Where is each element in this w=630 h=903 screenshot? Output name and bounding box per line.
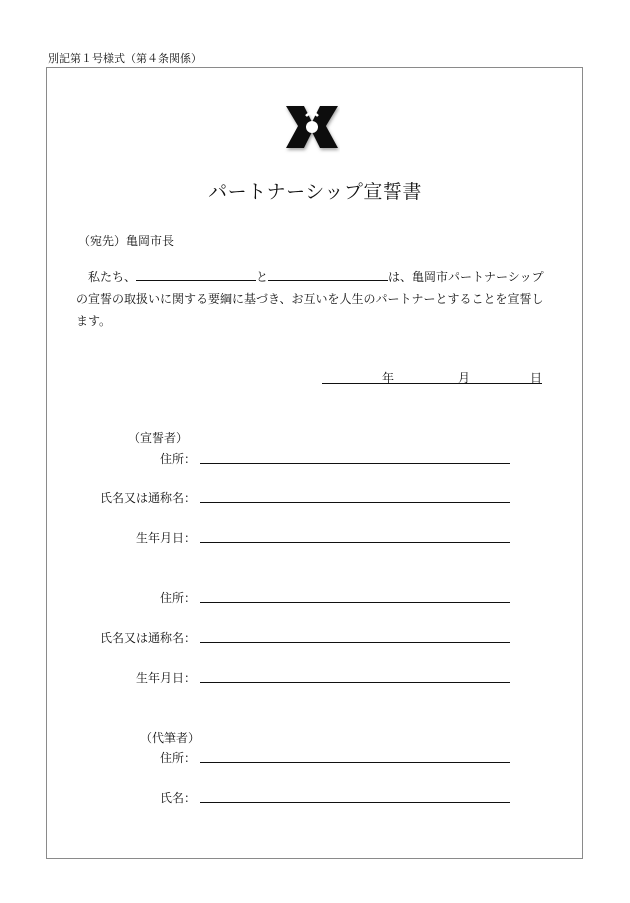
declaration-text (76, 266, 566, 332)
partner1-name-blank[interactable] (136, 267, 256, 281)
declarant1-address-label: 住所： (159, 452, 196, 466)
declarant2-name-field[interactable] (200, 642, 510, 643)
declarant2-address-field[interactable] (200, 602, 510, 603)
declarant1-name-label: 氏名又は通称名： (99, 491, 196, 505)
declarant2-name-label: 氏名又は通称名： (99, 631, 196, 645)
month-label: 月 (458, 371, 471, 385)
declarant1-birthdate-field[interactable] (200, 542, 510, 543)
partner2-name-blank[interactable] (268, 267, 388, 281)
declarant-heading: （宣誓者） (128, 431, 189, 445)
kameoka-city-emblem-icon (284, 100, 340, 154)
proxy-name-field[interactable] (200, 802, 510, 803)
declarant2-address-label: 住所： (159, 591, 196, 605)
proxy-heading: （代筆者） (140, 731, 201, 745)
declarant1-address-field[interactable] (200, 463, 510, 464)
proxy-address-field[interactable] (200, 762, 510, 763)
declarant1-birthdate-label: 生年月日： (135, 531, 196, 545)
proxy-name-label: 氏名： (159, 791, 196, 805)
date-field-line[interactable] (322, 383, 542, 384)
declaration-line3: ます。 (76, 314, 112, 328)
declarant2-birthdate-label: 生年月日： (135, 671, 196, 685)
declaration-prefix: 私たち、 (88, 270, 137, 284)
declarant2-birthdate-field[interactable] (200, 682, 510, 683)
addressee: （宛先）亀岡市長 (78, 234, 175, 248)
declaration-line2: の宣誓の取扱いに関する要綱に基づき、お互いを人生のパートナーとすることを宣誓し (76, 292, 544, 306)
proxy-address-label: 住所： (159, 751, 196, 765)
year-label: 年 (382, 371, 395, 385)
declaration-connector: と (256, 270, 269, 284)
declarant1-name-field[interactable] (200, 502, 510, 503)
form-number-label: 別記第１号様式（第４条関係） (48, 52, 202, 65)
document-title: パートナーシップ宣誓書 (208, 181, 422, 203)
declaration-line1-tail: は、亀岡市パートナーシップ (388, 270, 544, 284)
day-label: 日 (530, 371, 543, 385)
